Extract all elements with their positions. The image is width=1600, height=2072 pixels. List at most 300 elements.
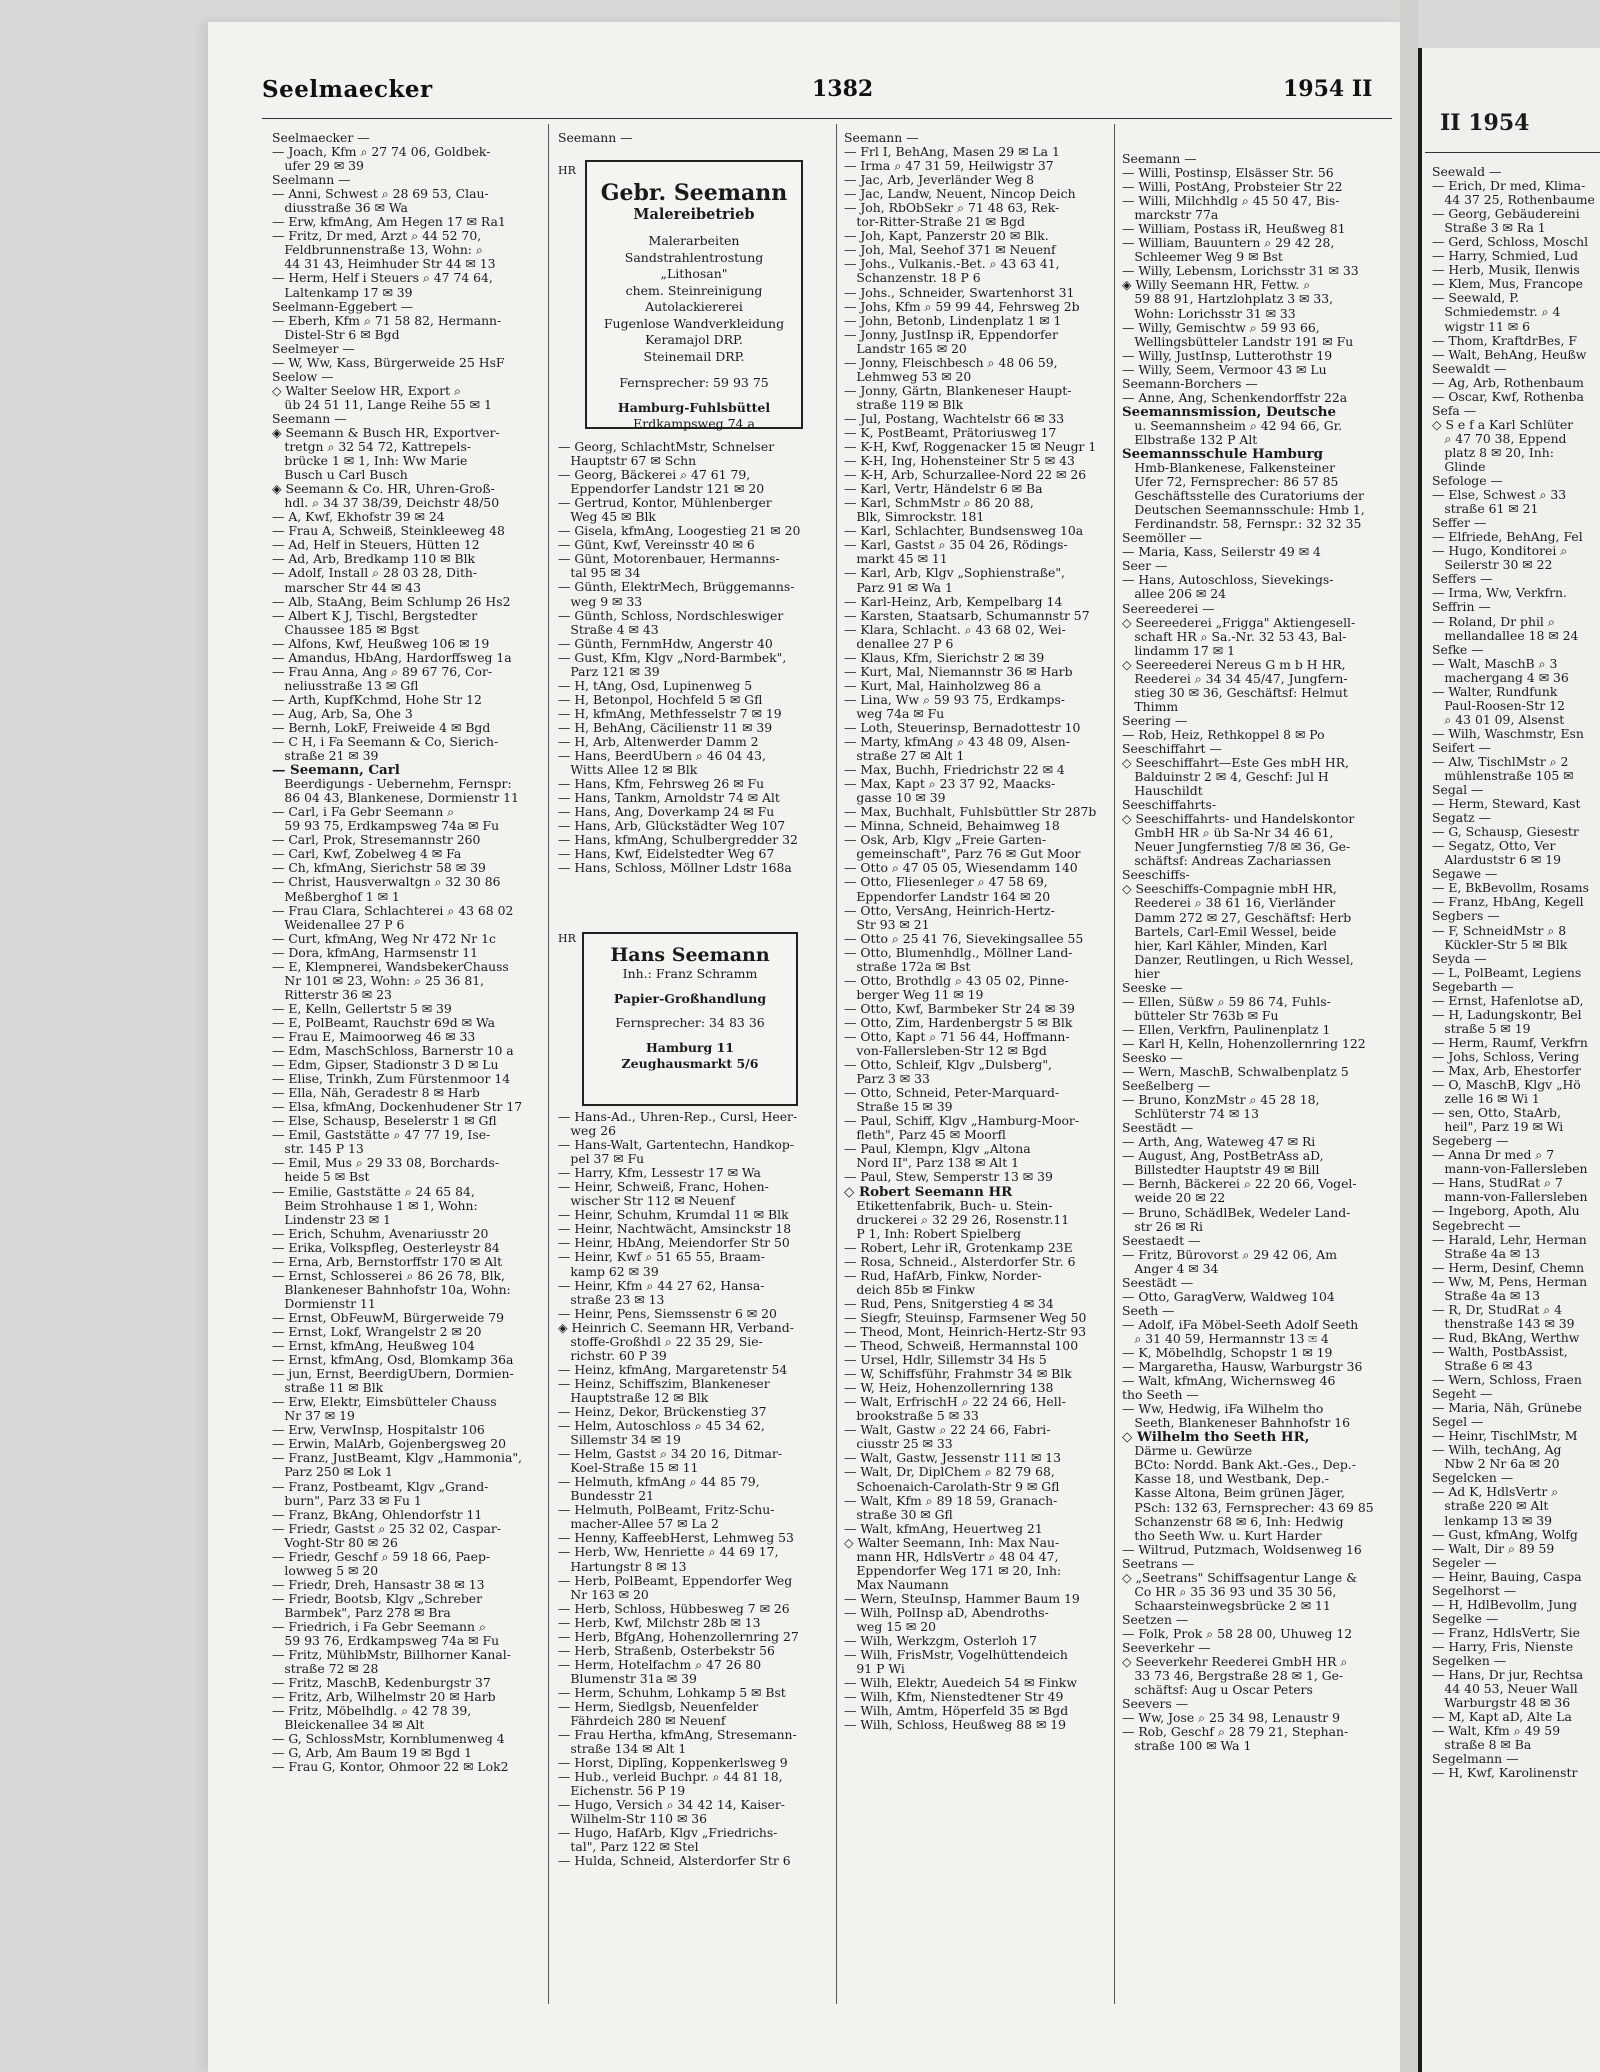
- directory-entry: — H, kfmAng, Methfesselstr 7 ✉ 19: [558, 706, 782, 721]
- directory-entry: 86 04 43, Blankenese, Dormienstr 11: [272, 791, 519, 806]
- advert-line: Steinemail DRP.: [643, 348, 745, 364]
- advert-line: Sandstrahlentrostung: [624, 249, 764, 265]
- directory-entry: — K-H, Kwf, Roggenacker 15 ✉ Neugr 1: [844, 440, 1097, 455]
- directory-entry: — Edm, Gipser, Stadionstr 3 D ✉ Lu: [272, 1058, 499, 1073]
- directory-entry: — Günt, Motorenbauer, Hermanns-: [558, 552, 780, 567]
- directory-entry: — Hans-Ad., Uhren-Rep., Cursl, Heer-: [558, 1110, 798, 1124]
- directory-entry: — Herb, Ww, Henriette ⌕ 44 69 17,: [558, 1545, 779, 1560]
- directory-entry: GmbH HR ⌕ üb Sa-Nr 34 46 61,: [1122, 826, 1334, 841]
- directory-entry: — Erna, Arb, Bernstorffstr 170 ✉ Alt: [272, 1254, 503, 1269]
- directory-entry: 44 40 53, Neuer Wall: [1432, 1681, 1578, 1697]
- directory-entry: — Wern, MaschB, Schwalbenplatz 5: [1122, 1065, 1349, 1080]
- directory-entry: deich 85b ✉ Finkw: [844, 1282, 976, 1297]
- directory-entry: Seelow —: [272, 369, 334, 384]
- directory-entry: — W, Heiz, Hohenzollernring 138: [844, 1381, 1054, 1396]
- directory-entry: Seer —: [1122, 559, 1168, 574]
- directory-entry: — Rud, BkAng, Werthw: [1432, 1329, 1580, 1345]
- directory-entry: ◇ Walter Seemann, Inh: Max Nau-: [844, 1535, 1060, 1550]
- directory-entry: — Heinr, Schweiß, Franc, Hohen-: [558, 1180, 769, 1195]
- directory-entry: richstr. 60 P 39: [558, 1348, 667, 1363]
- directory-entry: — Ernst, kfmAng, Heußweg 104: [272, 1339, 475, 1354]
- directory-entry: — Erwin, MalArb, Gojenbergsweg 20: [272, 1437, 507, 1452]
- directory-entry: ufer 29 ✉ 39: [272, 159, 364, 174]
- directory-entry: markt 45 ✉ 11: [844, 552, 948, 567]
- directory-entry: ◇ „Seetrans" Schiffsagentur Lange &: [1122, 1570, 1358, 1585]
- directory-entry: straße 100 ✉ Wa 1: [1122, 1739, 1252, 1754]
- directory-entry: — Heinr, Nachtwächt, Amsinckstr 18: [558, 1222, 792, 1237]
- directory-entry: Seetrans —: [1122, 1556, 1195, 1571]
- directory-entry: str 26 ✉ Ri: [1122, 1219, 1203, 1234]
- directory-entry: ◈ Seemann & Co. HR, Uhren-Groß-: [272, 482, 495, 497]
- directory-entry: — Albert K J, Tischl, Bergstedter: [272, 608, 478, 623]
- directory-entry: — Willy, JustInsp, Lutterothstr 19: [1122, 348, 1333, 363]
- directory-entry: — Otto, GaragVerw, Waldweg 104: [1122, 1289, 1335, 1304]
- directory-entry: — Else, Schausp, Beselerstr 1 ✉ Gfl: [272, 1114, 497, 1129]
- directory-entry: Kückler-Str 5 ✉ Blk: [1432, 936, 1568, 952]
- advert-street: Zeughausmarkt 5/6: [621, 1056, 759, 1071]
- directory-entry: — Max, Arb, Ehestorfer: [1432, 1063, 1581, 1078]
- directory-entry: — Helmuth, PolBeamt, Fritz-Schu-: [558, 1503, 775, 1518]
- directory-entry: — Maria, Kass, Seilerstr 49 ✉ 4: [1122, 545, 1321, 560]
- directory-entry: macher-Allee 57 ✉ La 2: [558, 1517, 719, 1532]
- directory-entry: Seeschiffs-: [1122, 868, 1190, 883]
- directory-entry: Straße 6 ✉ 43: [1432, 1357, 1533, 1373]
- directory-entry: Warburgstr 48 ✉ 36: [1432, 1695, 1571, 1711]
- directory-entry: gemeinschaft", Parz 76 ✉ Gut Moor: [844, 847, 1081, 862]
- directory-entry: — Ellen, Süßw ⌕ 59 86 74, Fuhls-: [1122, 994, 1331, 1009]
- directory-entry: — Karl, Vertr, Händelstr 6 ✉ Ba: [844, 482, 1043, 497]
- directory-entry: Fährdeich 280 ✉ Neuenf: [558, 1714, 726, 1729]
- directory-entry: Co HR ⌕ 35 36 93 und 35 30 56,: [1122, 1584, 1337, 1599]
- directory-entry: — Segatz, Otto, Ver: [1432, 838, 1556, 854]
- directory-entry: weg 15 ✉ 20: [844, 1619, 936, 1634]
- directory-entry: — Ernst, Lokf, Wrangelstr 2 ✉ 20: [272, 1324, 482, 1339]
- directory-entry: zelle 16 ✉ Wi 1: [1432, 1091, 1540, 1107]
- directory-entry: von-Fallersleben-Str 12 ✉ Bgd: [844, 1044, 1047, 1059]
- advert-owner: Inh.: Franz Schramm: [622, 966, 758, 981]
- directory-entry: PSch: 132 63, Fernsprecher: 43 69 85: [1122, 1500, 1374, 1515]
- directory-entry: — Günt, Kwf, Vereinsstr 40 ✉ 6: [558, 538, 755, 553]
- directory-entry: hier, Karl Kähler, Minden, Karl: [1122, 938, 1328, 953]
- directory-entry: — Frau G, Kontor, Ohmoor 22 ✉ Lok2: [272, 1760, 509, 1775]
- directory-entry: Segawe —: [1432, 866, 1498, 882]
- directory-entry: ◇ Seeverkehr Reederei GmbH HR ⌕: [1122, 1655, 1348, 1670]
- directory-entry: tho Seeth —: [1122, 1388, 1199, 1403]
- directory-entry: — G, Arb, Am Baum 19 ✉ Bgd 1: [272, 1746, 472, 1761]
- directory-entry: tretgn ⌕ 32 54 72, Kattrepels-: [272, 440, 472, 455]
- directory-entry: — Ad, Arb, Bredkamp 110 ✉ Blk: [272, 552, 476, 567]
- directory-entry: ◇ Seeschiffahrt—Este Ges mbH HR,: [1122, 756, 1350, 771]
- directory-entry: mann-von-Fallersleben: [1432, 1161, 1588, 1177]
- directory-entry: — Otto, Kapt ⌕ 71 56 44, Hoffmann-: [844, 1030, 1070, 1044]
- directory-entry: Segeler —: [1432, 1554, 1497, 1570]
- directory-entry: — Heinr, Kwf ⌕ 51 65 55, Braam-: [558, 1250, 765, 1265]
- directory-entry: — Hans, kfmAng, Schulbergredder 32: [558, 833, 798, 848]
- directory-entry: Beerdigungs - Uebernehm, Fernspr:: [272, 777, 512, 792]
- directory-entry: Seelmeyer —: [272, 341, 355, 356]
- advert-phone: Fernsprecher: 59 93 75: [619, 375, 769, 390]
- directory-entry: — E, PolBeamt, Rauchstr 69d ✉ Wa: [272, 1015, 496, 1030]
- directory-entry: — Carl, i Fa Gebr Seemann ⌕: [272, 805, 455, 820]
- directory-entry: — Marty, kfmAng ⌕ 43 48 09, Alsen-: [844, 735, 1070, 750]
- directory-entry: — H, Betonpol, Hochfeld 5 ✉ Gfl: [558, 692, 763, 707]
- directory-entry: — Arth, KupfKchmd, Hohe Str 12: [272, 692, 482, 707]
- directory-entry: Seeverkehr —: [1122, 1640, 1211, 1655]
- directory-entry: — Emilie, Gaststätte ⌕ 24 65 84,: [272, 1184, 475, 1199]
- directory-entry: — Alfons, Kwf, Heußweg 106 ✉ 19: [272, 636, 490, 651]
- directory-entry: — Henny, KaffeebHerst, Lehmweg 53: [558, 1531, 794, 1546]
- directory-entry: straße 27 ✉ Alt 1: [844, 749, 965, 764]
- directory-entry: ⌕ 47 70 38, Eppend: [1432, 430, 1567, 446]
- directory-entry: Straße 4a ✉ 13: [1432, 1287, 1541, 1303]
- advert-line: Keramajol DRP.: [645, 332, 743, 347]
- directory-entry: — Heinr, Kfm ⌕ 44 27 62, Hansa-: [558, 1278, 765, 1293]
- directory-entry: — John, Betonb, Lindenplatz 1 ✉ 1: [844, 313, 1062, 328]
- directory-entry: Eppendorfer Landstr 121 ✉ 20: [558, 482, 765, 497]
- directory-entry: — William, Bauuntern ⌕ 29 42 28,: [1122, 236, 1335, 251]
- directory-entry: — Eberh, Kfm ⌕ 71 58 82, Hermann-: [272, 313, 502, 328]
- directory-entry: — Herb, BfgAng, Hohenzollernring 27: [558, 1629, 799, 1644]
- directory-entry: Witts Allee 12 ✉ Blk: [558, 763, 698, 778]
- directory-entry: — Wilh, techAng, Ag: [1432, 1442, 1562, 1458]
- directory-entry: — Erw, kfmAng, Am Hegen 17 ✉ Ra1: [272, 215, 506, 230]
- directory-entry: — Horst, Diplīng, Koppenkerlsweg 9: [558, 1756, 788, 1771]
- directory-entry: — Erich, Dr med, Klima-: [1432, 178, 1586, 194]
- directory-entry: — Thom, KraftdrBes, F: [1432, 332, 1577, 348]
- directory-entry: — Walt, kfmAng, Wichernsweg 46: [1122, 1374, 1336, 1389]
- directory-entry: Seeschiffahrts-: [1122, 798, 1217, 813]
- directory-entry: — Rud, HafArb, Finkw, Norder-: [844, 1268, 1042, 1283]
- directory-entry: — Otto ⌕ 47 05 05, Wiesendamm 140: [844, 861, 1078, 876]
- directory-entry: Seffer —: [1432, 515, 1487, 531]
- directory-entry: Ufer 72, Fernsprecher: 86 57 85: [1122, 475, 1339, 490]
- directory-entry: — Herm, Schuhm, Lohkamp 5 ✉ Bst: [558, 1685, 786, 1700]
- directory-entry: — Herm, Desinf, Chemn: [1432, 1259, 1585, 1275]
- directory-entry: — Emil, Mus ⌕ 29 33 08, Borchards-: [272, 1156, 500, 1171]
- directory-entry: — Anni, Schwest ⌕ 28 69 53, Clau-: [272, 187, 489, 202]
- directory-entry: Seeschiffahrt —: [1122, 741, 1222, 756]
- directory-entry: — Adolf, Install ⌕ 28 03 28, Dith-: [272, 566, 478, 581]
- directory-entry: — Ellen, Verkfrn, Paulinenplatz 1: [1122, 1022, 1331, 1037]
- directory-entry: — Fritz, Möbelhdlg. ⌕ 42 78 39,: [272, 1704, 472, 1719]
- directory-entry: burn", Parz 33 ✉ Fu 1: [272, 1493, 422, 1508]
- directory-entry: — William, Postass iR, Heußweg 81: [1122, 222, 1346, 237]
- directory-entry: Schanzenstr. 18 P 6: [844, 271, 981, 286]
- directory-entry: straße 21 ✉ 39: [272, 749, 379, 764]
- directory-entry: Schleemer Weg 9 ✉ Bst: [1122, 250, 1283, 265]
- directory-entry: Seemannsschule Hamburg: [1122, 446, 1324, 462]
- directory-entry: Bundesstr 21: [558, 1489, 655, 1504]
- directory-entry: Seifert —: [1432, 739, 1491, 755]
- directory-entry: — Frau Hertha, kfmAng, Stresemann-: [558, 1728, 797, 1743]
- directory-entry: Seemann —: [558, 131, 633, 145]
- directory-entry: — Johs., Schneider, Swartenhorst 31: [844, 285, 1075, 300]
- directory-entry: — Christ, Hausverwaltgn ⌕ 32 30 86: [272, 875, 501, 890]
- directory-entry: Segbers —: [1432, 908, 1500, 924]
- directory-entry: — L, PolBeamt, Legiens: [1432, 964, 1582, 980]
- advert-street: Erdkampsweg 74 a: [633, 416, 755, 431]
- directory-entry: — Walt, Kfm ⌕ 49 59: [1432, 1723, 1561, 1739]
- directory-entry: wigstr 11 ✉ 6: [1432, 318, 1530, 334]
- directory-entry: — Walth, PostbAssist,: [1432, 1343, 1568, 1359]
- directory-entry: ◇ Robert Seemann HR: [844, 1184, 1013, 1199]
- directory-entry: — Joach, Kfm ⌕ 27 74 06, Goldbek-: [272, 145, 491, 160]
- directory-entry: — Ella, Näh, Geradestr 8 ✉ Harb: [272, 1086, 480, 1101]
- directory-entry: — Helmuth, kfmAng ⌕ 44 85 79,: [558, 1475, 760, 1490]
- directory-entry: Laltenkamp 17 ✉ 39: [272, 285, 413, 300]
- directory-entry: Seemann —: [844, 131, 919, 145]
- directory-entry: — Walter, Rundfunk: [1432, 683, 1558, 699]
- directory-entry: ◇ Seeschiffs-Compagnie mbH HR,: [1122, 882, 1337, 897]
- directory-entry: — Wilh, Schloss, Heußweg 88 ✉ 19: [844, 1718, 1067, 1733]
- running-header-name: Seelmaecker: [262, 76, 433, 103]
- directory-entry: Sillemstr 34 ✉ 19: [558, 1433, 681, 1448]
- directory-entry: — Jac, Landw, Neuent, Nincop Deich: [844, 187, 1076, 202]
- directory-entry: Meßberghof 1 ✉ 1: [272, 889, 400, 904]
- advert-city: Hamburg-Fuhlsbüttel: [617, 399, 771, 415]
- directory-entry: Blk, Simrockstr. 181: [844, 510, 985, 525]
- directory-entry: — Hans, Kfm, Fehrsweg 26 ✉ Fu: [558, 777, 765, 792]
- directory-entry: Hauptstraße 12 ✉ Blk: [558, 1390, 709, 1405]
- directory-entry: — Joh, RbObSekr ⌕ 71 48 63, Rek-: [844, 201, 1060, 216]
- directory-entry: Seyda —: [1432, 950, 1487, 966]
- directory-entry: Feldbrunnenstraße 13, Wohn: ⌕: [272, 243, 483, 258]
- directory-entry: u. Seemannsheim ⌕ 42 94 66, Gr.: [1122, 418, 1343, 433]
- directory-entry: — Erich, Schuhm, Avenariusstr 20: [272, 1226, 489, 1241]
- directory-entry: — Max, Buchh, Friedrichstr 22 ✉ 4: [844, 763, 1065, 778]
- directory-entry: — Walt, ErfrischH ⌕ 22 24 66, Hell-: [844, 1395, 1066, 1410]
- directory-entry: Schoenaich-Carolath-Str 9 ✉ Gfl: [844, 1479, 1060, 1494]
- directory-entry: üb 24 51 11, Lange Reihe 55 ✉ 1: [272, 397, 492, 412]
- directory-entry: — Otto ⌕ 25 41 76, Sievekingsallee 55: [844, 931, 1084, 946]
- directory-entry: Reederei ⌕ 38 61 16, Vierländer: [1122, 896, 1336, 911]
- directory-entry: — Wilh, FrisMstr, Vogelhüttendeich: [844, 1648, 1068, 1663]
- directory-entry: 33 73 46, Bergstraße 28 ✉ 1, Ge-: [1122, 1669, 1344, 1684]
- directory-entry: — Loth, Steuerinsp, Bernadottestr 10: [844, 720, 1081, 735]
- hr-mark: HR: [558, 164, 576, 177]
- directory-entry: — K, PostBeamt, Prätoriusweg 17: [844, 425, 1057, 440]
- directory-entry: — Walt, MaschB ⌕ 3: [1432, 655, 1558, 671]
- directory-entry: — Rud, Pens, Snitgerstieg 4 ✉ 34: [844, 1296, 1054, 1311]
- directory-entry: — Karl, Schlachter, Bundsensweg 10a: [844, 524, 1084, 539]
- directory-entry: denallee 27 P 6: [844, 636, 954, 651]
- directory-entry: — Friedr, Bootsb, Klgv „Schreber: [272, 1591, 483, 1606]
- directory-entry: Seevers —: [1122, 1697, 1189, 1712]
- directory-entry: weg 9 ✉ 33: [558, 594, 643, 609]
- directory-entry: — H, Kwf, Karolinenstr: [1432, 1765, 1578, 1781]
- column-1: [272, 131, 544, 1774]
- directory-entry: Lehmweg 53 ✉ 20: [844, 369, 972, 384]
- directory-entry: Anger 4 ✉ 34: [1122, 1261, 1219, 1276]
- advert-line: Malerarbeiten: [648, 233, 740, 248]
- directory-entry: 59 88 91, Hartzlohplatz 3 ✉ 33,: [1122, 292, 1334, 307]
- directory-entry: ◈ Heinrich C. Seemann HR, Verband-: [558, 1320, 794, 1335]
- directory-entry: — Herb, Schloss, Hübbesweg 7 ✉ 26: [558, 1601, 790, 1616]
- directory-entry: Seffrin —: [1432, 599, 1491, 615]
- directory-entry: — Jul, Postang, Wachtelstr 66 ✉ 33: [844, 411, 1065, 426]
- directory-entry: — Hans-Walt, Gartentechn, Handkop-: [558, 1138, 795, 1153]
- directory-entry: — F, SchneidMstr ⌕ 8: [1432, 922, 1567, 938]
- directory-entry: marscher Str 44 ✉ 43: [272, 580, 422, 595]
- directory-entry: — E, Kelln, Gellertstr 5 ✉ 39: [272, 1001, 452, 1016]
- directory-entry: ◇ S e f a Karl Schlüter: [1432, 416, 1574, 432]
- directory-entry: — Max, Kapt ⌕ 23 37 92, Maacks-: [844, 777, 1056, 792]
- directory-entry: — Otto, Schleif, Klgv „Dulsberg",: [844, 1058, 1052, 1073]
- directory-entry: — Herm, Siedlgsb, Neuenfelder: [558, 1699, 759, 1714]
- directory-entry: — K-H, Ing, Hohensteiner Str 5 ✉ 43: [844, 454, 1075, 469]
- directory-entry: — Johs, Schloss, Vering: [1432, 1048, 1580, 1064]
- directory-entry: Landstr 165 ✉ 20: [844, 341, 967, 356]
- directory-entry: schaft HR ⌕ Sa.-Nr. 32 53 43, Bal-: [1122, 629, 1347, 644]
- directory-entry: — Jonny, JustInsp iR, Eppendorfer: [844, 327, 1058, 342]
- directory-entry: — A, Kwf, Ekhofstr 39 ✉ 24: [272, 510, 445, 525]
- directory-entry: Billstedter Hauptstr 49 ✉ Bill: [1122, 1163, 1320, 1178]
- directory-entry: Sefa —: [1432, 402, 1477, 418]
- directory-entry: — Ernst, Hafenlotse aD,: [1432, 992, 1584, 1008]
- directory-entry: stieg 30 ✉ 36, Geschäftsf: Helmut: [1122, 685, 1348, 700]
- directory-entry: — Erw, Elektr, Eimsbütteler Chauss: [272, 1395, 497, 1410]
- directory-entry: Danzer, Reutlingen, u Rich Wessel,: [1122, 952, 1354, 967]
- directory-entry: marckstr 77a: [1122, 208, 1219, 223]
- directory-entry: lindamm 17 ✉ 1: [1122, 643, 1235, 658]
- directory-entry: — Hans, Dr jur, Rechtsa: [1432, 1667, 1584, 1683]
- directory-entry: 59 93 76, Erdkampsweg 74a ✉ Fu: [272, 1634, 500, 1649]
- directory-entry: Seemann-Borchers —: [1122, 376, 1258, 391]
- directory-entry: kamp 62 ✉ 39: [558, 1264, 659, 1279]
- directory-entry: ◇ Seeschiffahrts- und Handelskontor: [1122, 812, 1355, 827]
- directory-entry: Hartungstr 8 ✉ 13: [558, 1559, 687, 1574]
- directory-entry: wischer Str 112 ✉ Neuenf: [558, 1194, 735, 1209]
- directory-entry: ◇ Seereederei Nereus G m b H HR,: [1122, 657, 1346, 672]
- directory-entry: straße 220 ✉ Alt: [1432, 1498, 1549, 1514]
- directory-entry: — W, Ww, Kass, Bürgerweide 25 HsF: [272, 355, 505, 370]
- directory-entry: Geschäftsstelle des Curatoriums der: [1122, 489, 1364, 504]
- directory-entry: Wilhelm-Str 110 ✉ 36: [558, 1812, 708, 1827]
- directory-entry: — Klem, Mus, Francope: [1432, 276, 1583, 292]
- directory-entry: — Franz, HbAng, Kegell: [1432, 894, 1584, 910]
- directory-entry: Seelmann-Eggebert —: [272, 299, 414, 314]
- directory-entry: Seilerstr 30 ✉ 22: [1432, 557, 1553, 573]
- directory-entry: — Frau A, Schweiß, Steinkleeweg 48: [272, 524, 505, 539]
- column-4: [1122, 152, 1392, 1753]
- directory-entry: — Margaretha, Hausw, Warburgstr 36: [1122, 1360, 1363, 1375]
- directory-entry: Seeth —: [1122, 1303, 1175, 1318]
- directory-entry: — Willy, Gemischtw ⌕ 59 93 66,: [1122, 320, 1320, 335]
- directory-entry: Segeht —: [1432, 1386, 1493, 1402]
- directory-entry: Parz 91 ✉ Wa 1: [844, 580, 953, 595]
- directory-entry: — M, Kapt aD, Alte La: [1432, 1709, 1572, 1725]
- directory-entry: Schlüterstr 74 ✉ 13: [1122, 1107, 1259, 1122]
- directory-entry: Seewald —: [1432, 164, 1502, 179]
- directory-entry: bütteler Str 763b ✉ Fu: [1122, 1008, 1279, 1023]
- directory-entry: — August, Ang, PostBetrAss aD,: [1122, 1149, 1324, 1164]
- directory-entry: ◇ Wilhelm tho Seeth HR,: [1122, 1430, 1310, 1445]
- directory-entry: — Walt, Dir ⌕ 89 59: [1432, 1540, 1555, 1556]
- directory-entry: — Günth, ElektrMech, Brüggemanns-: [558, 580, 795, 595]
- directory-entry: — Willi, Postinsp, Elsässer Str. 56: [1122, 166, 1334, 181]
- directory-entry: Wellingsbütteler Landstr 191 ✉ Fu: [1122, 334, 1354, 349]
- directory-entry: — Fritz, MaschB, Kedenburgstr 37: [272, 1676, 491, 1691]
- directory-entry: Straße 4 ✉ 43: [558, 622, 659, 637]
- directory-entry: — Carl, Kwf, Zobelweg 4 ✉ Fa: [272, 847, 462, 862]
- directory-entry: — Minna, Schneid, Behaimweg 18: [844, 819, 1060, 834]
- directory-entry: Segebrecht —: [1432, 1217, 1521, 1233]
- directory-entry: P 1, Inh: Robert Spielberg: [844, 1226, 1022, 1241]
- directory-entry: Ritterstr 36 ✉ 23: [272, 987, 392, 1002]
- directory-entry: — Hans, Arb, Glückstädter Weg 107: [558, 819, 786, 834]
- directory-entry: — Franz, HdlsVertr, Sie: [1432, 1624, 1580, 1640]
- advert-title: Hans Seemann: [610, 944, 770, 966]
- directory-entry: — H, Arb, Altenwerder Damm 2: [558, 734, 759, 749]
- directory-entry: Segal —: [1432, 782, 1484, 798]
- directory-entry: Weg 45 ✉ Blk: [558, 510, 656, 525]
- directory-entry: Straße 3 ✉ Ra 1: [1432, 220, 1546, 236]
- directory-entry: — Jonny, Fleischbesch ⌕ 48 06 59,: [844, 355, 1058, 370]
- directory-entry: — Ernst, kfmAng, Osd, Blomkamp 36a: [272, 1353, 514, 1368]
- directory-entry: — Irma ⌕ 47 31 59, Heilwigstr 37: [844, 159, 1054, 174]
- directory-entry: Seering —: [1122, 713, 1188, 728]
- directory-entry: — Ww, Hedwig, iFa Wilhelm tho: [1122, 1402, 1324, 1417]
- advert-business: Papier-Großhandlung: [613, 990, 767, 1006]
- directory-entry: — H, tAng, Osd, Lupinenweg 5: [558, 678, 753, 693]
- directory-entry: — Ww, Jose ⌕ 25 34 98, Lenaustr 9: [1122, 1711, 1341, 1726]
- directory-entry: Seelmaecker —: [272, 131, 370, 145]
- directory-entry: brücke 1 ✉ 1, Inh: Ww Marie: [272, 454, 468, 469]
- directory-entry: — Wilh, Waschmstr, Esn: [1432, 725, 1584, 741]
- directory-entry: — Siegfr, Steuinsp, Farmsener Weg 50: [844, 1310, 1087, 1325]
- directory-entry: — Frau Anna, Ang ⌕ 89 67 76, Cor-: [272, 664, 493, 679]
- directory-entry: heide 5 ✉ Bst: [272, 1170, 370, 1185]
- directory-entry: Seestädt —: [1122, 1275, 1194, 1290]
- directory-entry: — Bruno, SchädlBek, Wedeler Land-: [1122, 1205, 1351, 1220]
- directory-entry: — Herm, Steward, Kast: [1432, 796, 1581, 812]
- directory-entry: — Paul, Schiff, Klgv „Hamburg-Moor-: [844, 1114, 1080, 1129]
- column-3: [844, 131, 1110, 1732]
- directory-entry: — Heinr, Bauing, Caspa: [1432, 1568, 1582, 1584]
- directory-entry: — Helm, Gastst ⌕ 34 20 16, Ditmar-: [558, 1447, 783, 1462]
- directory-entry: — Klaus, Kfm, Sierichstr 2 ✉ 39: [844, 650, 1045, 665]
- directory-entry: — Heinr, Schuhm, Krumdal 11 ✉ Blk: [558, 1208, 789, 1223]
- directory-entry: — Ag, Arb, Rothenbaum: [1432, 374, 1584, 390]
- directory-entry: Seemöller —: [1122, 531, 1202, 546]
- directory-entry: Seestädt —: [1122, 1121, 1194, 1136]
- directory-entry: Segel —: [1432, 1414, 1484, 1430]
- directory-entry: Seetzen —: [1122, 1612, 1189, 1627]
- advert-line: chem. Steinreinigung: [625, 282, 763, 298]
- directory-entry: — Gerd, Schloss, Moschl: [1432, 234, 1589, 250]
- directory-entry: — Karl, Arb, Klgv „Sophienstraße",: [844, 566, 1065, 581]
- directory-entry: — Alw, TischlMstr ⌕ 2: [1432, 753, 1569, 769]
- directory-entry: — Wilh, Werkzgm, Osterloh 17: [844, 1634, 1038, 1649]
- directory-entry: — Hub., verleid Buchpr. ⌕ 44 81 18,: [558, 1770, 783, 1785]
- directory-entry: Blumenstr 31a ✉ 39: [558, 1671, 697, 1686]
- directory-entry: — Johs, Kfm ⌕ 59 99 44, Fehrsweg 2b: [844, 299, 1080, 314]
- directory-entry: — Gertrud, Kontor, Mühlenberger: [558, 496, 772, 511]
- directory-entry: — Karl-Heinz, Arb, Kempelbarg 14: [844, 594, 1063, 609]
- directory-entry: Seewaldt —: [1432, 360, 1507, 376]
- directory-entry: — Paul, Stew, Semperstr 13 ✉ 39: [844, 1170, 1053, 1185]
- directory-entry: — Gisela, kfmAng, Loogestieg 21 ✉ 20: [558, 524, 801, 539]
- directory-entry: — Wilh, Kfm, Nienstedtener Str 49: [844, 1690, 1064, 1705]
- advert-gebr-seemann: [585, 160, 803, 429]
- directory-entry: — Wern, Schloss, Fraen: [1432, 1372, 1582, 1388]
- directory-entry: — Folk, Prok ⌕ 58 28 00, Uhuweg 12: [1122, 1626, 1353, 1641]
- directory-entry: Seereederei —: [1122, 601, 1215, 616]
- directory-entry: — Paul, Klempn, Klgv „Altona: [844, 1142, 1031, 1157]
- directory-entry: — Friedr, Dreh, Hansastr 38 ✉ 13: [272, 1577, 485, 1592]
- directory-entry: Busch u Carl Busch: [272, 468, 408, 483]
- directory-entry: — Karl, Gastst ⌕ 35 04 26, Rödings-: [844, 538, 1068, 553]
